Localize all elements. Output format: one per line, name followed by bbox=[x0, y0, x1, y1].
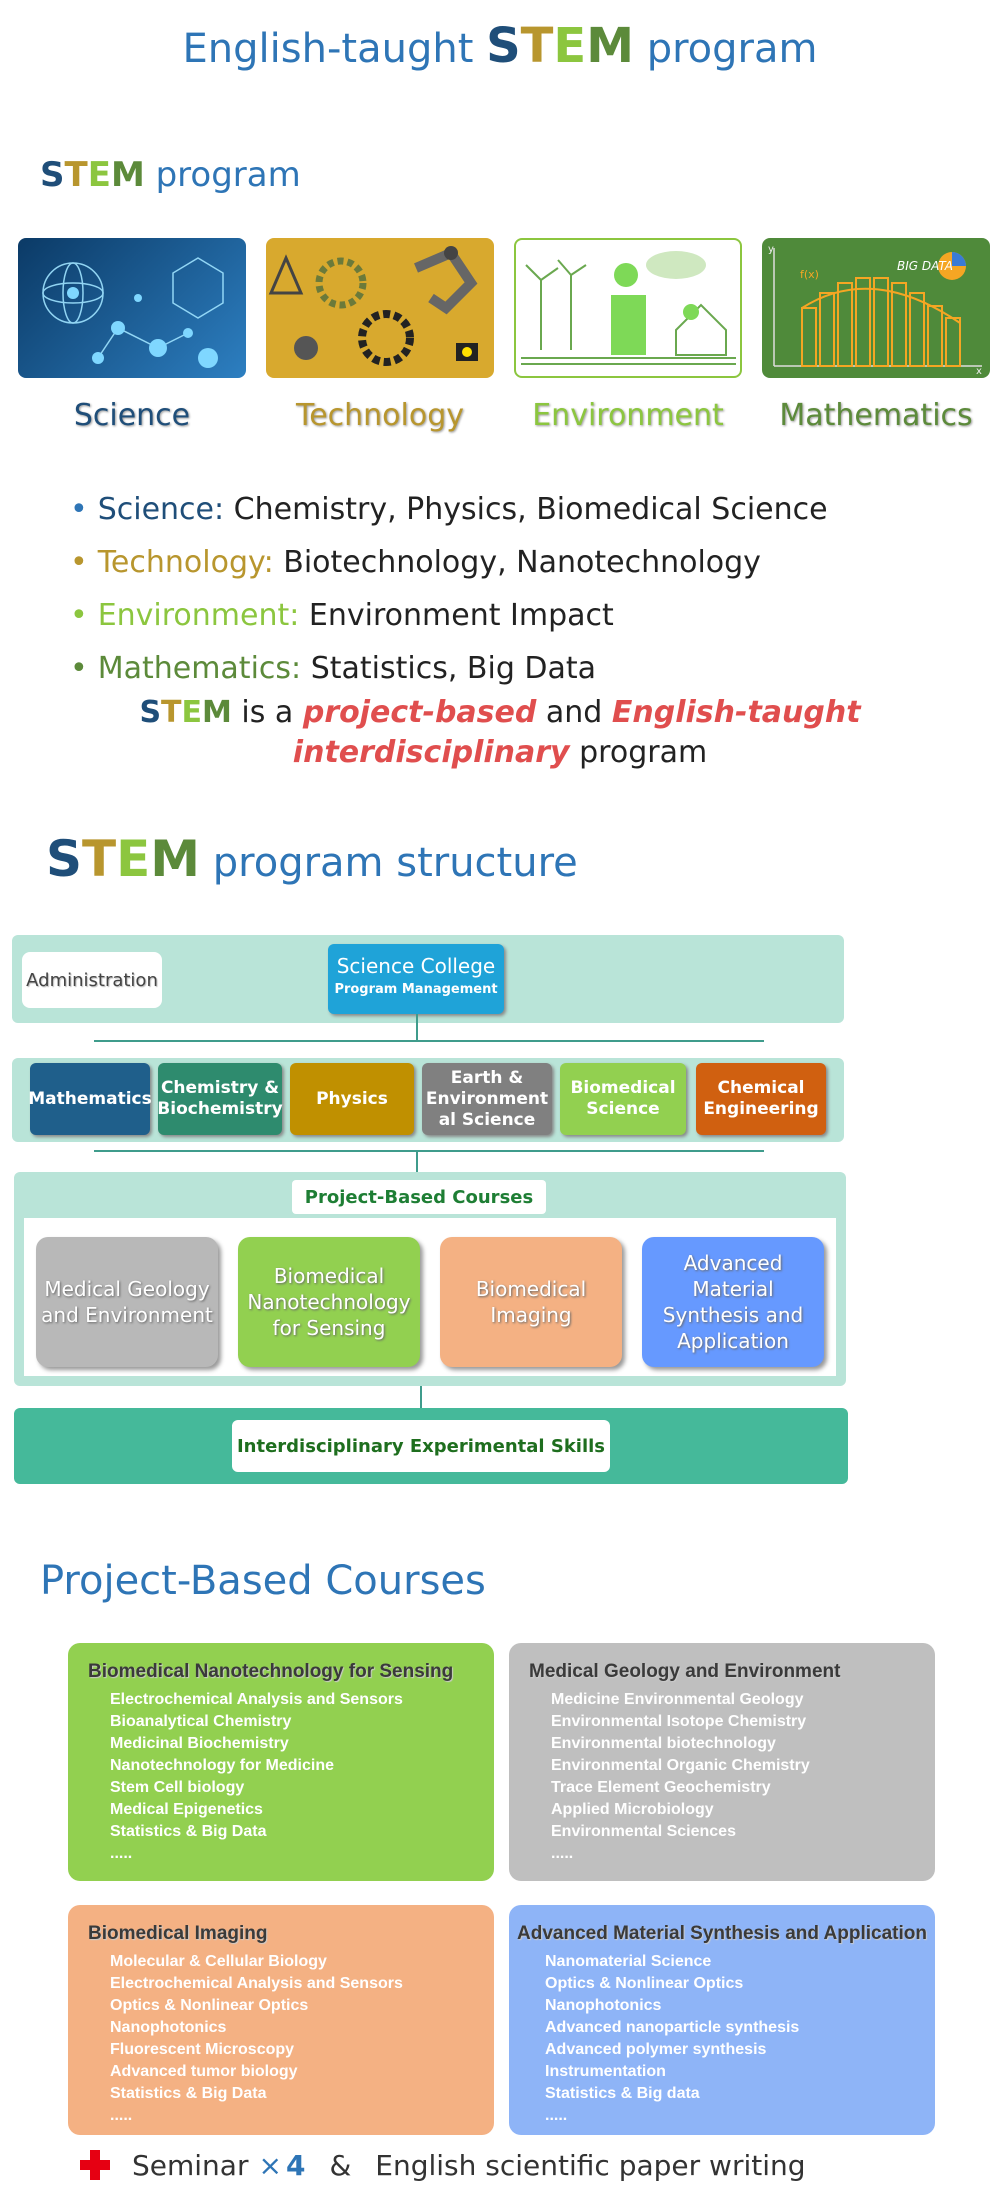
wind-turbine-house-icon bbox=[516, 240, 740, 376]
connector bbox=[94, 1040, 764, 1042]
list-item: Nanophotonics bbox=[110, 2019, 227, 2036]
list-item: Optics & Nonlinear Optics bbox=[545, 1975, 744, 1992]
red-cross-icon bbox=[78, 2148, 112, 2182]
list-item: ..... bbox=[110, 1845, 133, 1862]
course-advanced-material: Advanced Material Synthesis and Application bbox=[642, 1237, 824, 1367]
connector bbox=[416, 1150, 418, 1174]
list-item: Medicine Environmental Geology bbox=[551, 1691, 804, 1708]
category-environment: Environment bbox=[532, 398, 724, 433]
footer-line bbox=[78, 2145, 806, 2185]
list-item: Statistics & Big Data bbox=[110, 2085, 267, 2102]
pbc-label: Project-Based Courses bbox=[292, 1180, 546, 1214]
list-item: Environmental Isotope Chemistry bbox=[551, 1713, 807, 1730]
bullet-environment: • Environment: Environment Impact bbox=[70, 589, 828, 642]
list-item: Environmental biotechnology bbox=[551, 1735, 776, 1752]
category-technology: Technology bbox=[295, 398, 465, 433]
connector bbox=[420, 1386, 422, 1408]
list-item: ..... bbox=[110, 2107, 133, 2124]
svg-text:x: x bbox=[976, 366, 982, 377]
list-item: ..... bbox=[551, 1845, 574, 1862]
list-item: Nanomaterial Science bbox=[545, 1953, 712, 1970]
title-stem: STEM bbox=[486, 18, 634, 74]
svg-text:y: y bbox=[768, 244, 774, 255]
svg-text:BIG DATA: BIG DATA bbox=[897, 259, 953, 273]
course-medical-geology: Medical Geology and Environment bbox=[36, 1237, 218, 1367]
footer-writing: English scientific paper writing bbox=[375, 2148, 806, 2182]
card-title: Medical Geology and Environment bbox=[529, 1661, 841, 1682]
dept-mathematics: Mathematics bbox=[30, 1063, 150, 1135]
dept-earth-environmental-science: Earth & Environment al Science bbox=[422, 1063, 552, 1135]
course-biomedical-imaging: Biomedical Imaging bbox=[440, 1237, 622, 1367]
list-item: Medicinal Biochemistry bbox=[110, 1735, 289, 1752]
list-item: Nanotechnology for Medicine bbox=[110, 1757, 335, 1774]
list-item: Fluorescent Microscopy bbox=[110, 2041, 295, 2058]
category-mathematics: Mathematics bbox=[779, 398, 973, 433]
bullet-technology: • Technology: Biotechnology, Nanotechnology bbox=[70, 536, 828, 589]
list-item: Medical Epigenetics bbox=[110, 1801, 263, 1818]
card-medical-geology bbox=[509, 1643, 935, 1881]
science-image bbox=[18, 238, 246, 378]
footer-seminar: Seminar bbox=[132, 2148, 249, 2182]
card-title: Advanced Material Synthesis and Application bbox=[517, 1923, 928, 1944]
card-title: Biomedical Nanotechnology for Sensing bbox=[88, 1661, 454, 1682]
list-item: Advanced nanoparticle synthesis bbox=[545, 2019, 800, 2036]
tagline: STEM is a project-based and English-taught interdisciplinary program bbox=[139, 695, 861, 770]
list-item: Instrumentation bbox=[545, 2063, 666, 2080]
environment-image bbox=[514, 238, 742, 378]
list-item: Electrochemical Analysis and Sensors bbox=[110, 1691, 403, 1708]
list-item: Environmental Organic Chemistry bbox=[551, 1757, 810, 1774]
main-title bbox=[0, 18, 1000, 74]
college-title: Science College bbox=[336, 954, 496, 978]
skills-label: Interdisciplinary Experimental Skills bbox=[232, 1420, 610, 1472]
mathematics-image bbox=[762, 238, 990, 378]
card-biomedical-imaging bbox=[68, 1905, 494, 2135]
list-item: Bioanalytical Chemistry bbox=[110, 1713, 292, 1730]
administration-box: Administration bbox=[22, 952, 162, 1008]
category-science: Science bbox=[73, 398, 191, 433]
technology-image bbox=[266, 238, 494, 378]
list-item: Applied Microbiology bbox=[551, 1801, 714, 1818]
list-item: Statistics & Big data bbox=[545, 2085, 700, 2102]
list-item: Environmental Sciences bbox=[551, 1823, 736, 1840]
dept-chemistry-biochemistry: Chemistry & Biochemistry bbox=[158, 1063, 282, 1135]
list-item: Statistics & Big Data bbox=[110, 1823, 267, 1840]
stem-program-heading: STEM program bbox=[40, 155, 301, 195]
connector bbox=[94, 1150, 764, 1152]
card-title: Biomedical Imaging bbox=[88, 1923, 268, 1944]
list-item: Nanophotonics bbox=[545, 1997, 662, 2014]
footer-count: 4 bbox=[285, 2148, 306, 2182]
course-biomedical-nanotech: Biomedical Nanotechnology for Sensing bbox=[238, 1237, 420, 1367]
list-item: ..... bbox=[545, 2107, 568, 2124]
robot-arm-gears-icon bbox=[266, 238, 494, 378]
structure-heading: STEM program structure bbox=[46, 830, 578, 888]
list-item: Optics & Nonlinear Optics bbox=[110, 1997, 309, 2014]
card-advanced-material bbox=[509, 1905, 935, 2135]
pbc-heading: Project-Based Courses bbox=[40, 1558, 486, 1604]
list-item: Molecular & Cellular Biology bbox=[110, 1953, 327, 1970]
list-item: Advanced polymer synthesis bbox=[545, 2041, 767, 2058]
title-prefix: English-taught bbox=[182, 26, 474, 72]
dept-biomedical-science: Biomedical Science bbox=[560, 1063, 686, 1135]
title-suffix: program bbox=[646, 26, 818, 72]
bullet-science: • Science: Chemistry, Physics, Biomedical Science bbox=[70, 483, 828, 536]
svg-text:f(x): f(x) bbox=[800, 268, 819, 281]
list-item: Electrochemical Analysis and Sensors bbox=[110, 1975, 403, 1992]
field-bullet-list bbox=[70, 483, 828, 695]
big-data-chart-icon bbox=[762, 238, 990, 378]
dept-physics: Physics bbox=[290, 1063, 414, 1135]
footer-times: × bbox=[258, 2148, 282, 2182]
science-college-box bbox=[328, 944, 504, 1014]
list-item: Trace Element Geochemistry bbox=[551, 1779, 771, 1796]
dept-chemical-engineering: Chemical Engineering bbox=[696, 1063, 826, 1135]
list-item: Advanced tumor biology bbox=[110, 2063, 298, 2080]
connector bbox=[416, 1014, 418, 1042]
bullet-mathematics: • Mathematics: Statistics, Big Data bbox=[70, 642, 828, 695]
footer-amp: & bbox=[329, 2148, 352, 2182]
college-subtitle: Program Management bbox=[334, 982, 498, 997]
molecule-network-icon bbox=[18, 238, 246, 378]
card-biomedical-nanotech bbox=[68, 1643, 494, 1881]
list-item: Stem Cell biology bbox=[110, 1779, 245, 1796]
